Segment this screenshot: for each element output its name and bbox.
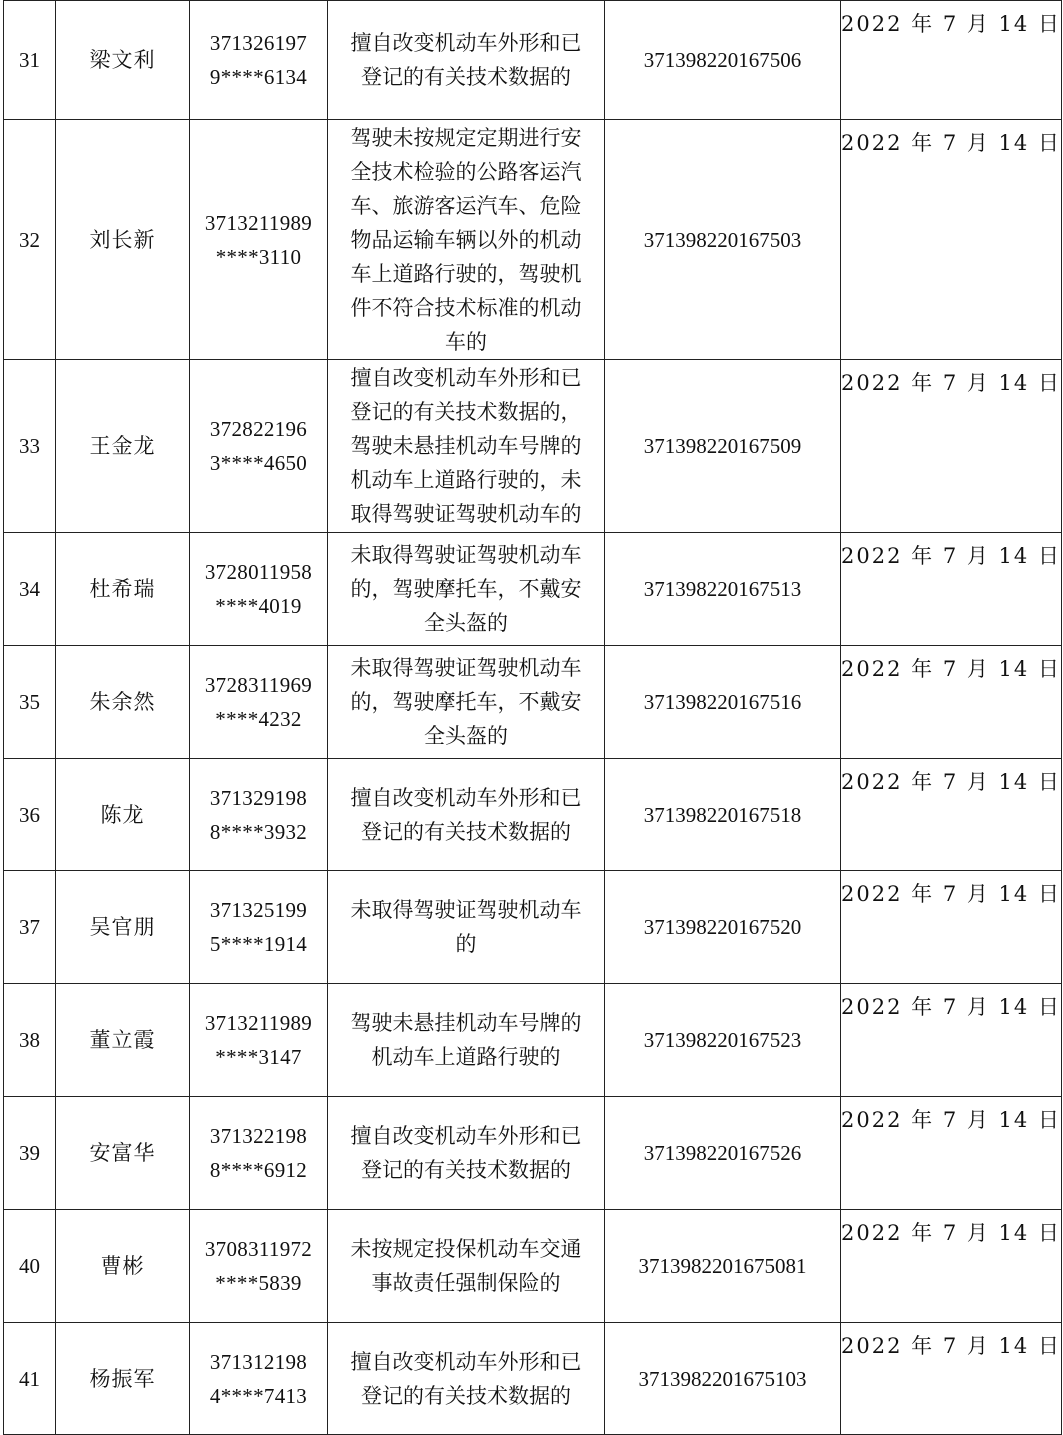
date-cell: 2022 年 7 月 14 日 [841, 120, 1062, 360]
date-cell: 2022 年 7 月 14 日 [841, 1097, 1062, 1210]
decision-number-cell: 371398220167523 [605, 984, 841, 1097]
id-number-line: 371326197 [209, 31, 308, 55]
violation-reason-cell [328, 1, 605, 120]
violation-reason-line: 登记的有关技术数据的， [350, 400, 582, 424]
id-number-line: ****4232 [215, 707, 302, 731]
id-number-line: ****3110 [215, 244, 302, 269]
decision-number-cell: 371398220167526 [605, 1097, 841, 1210]
violation-reason-line: 机动车上道路行驶的，未 [350, 468, 582, 492]
violation-reason-cell [328, 1323, 605, 1435]
person-name-cell: 杨振军 [56, 1323, 190, 1435]
decision-number-cell: 371398220167509 [605, 360, 841, 533]
decision-number-cell: 3713982201675103 [605, 1323, 841, 1435]
person-name-cell: 曹彬 [56, 1210, 190, 1323]
violation-reason-line: 登记的有关技术数据的 [361, 1158, 571, 1182]
penalty-records-table [3, 0, 1062, 1435]
person-name-cell: 吴官朋 [56, 871, 190, 984]
id-number-line: 3713211989 [204, 1011, 313, 1035]
id-number-line: 3728311969 [204, 673, 313, 697]
table-row [4, 646, 1062, 759]
id-number-cell [190, 360, 328, 533]
violation-reason-line: 未按规定投保机动车交通 [350, 1237, 582, 1261]
row-number-cell: 38 [4, 984, 56, 1097]
table-row [4, 1210, 1062, 1323]
violation-reason-cell [328, 759, 605, 871]
id-number-line: 3728011958 [204, 560, 313, 584]
violation-reason-line: 未取得驾驶证驾驶机动车 [350, 898, 582, 922]
date-cell: 2022 年 7 月 14 日 [841, 1323, 1062, 1435]
violation-reason-line: 擅自改变机动车外形和已 [350, 1124, 582, 1148]
date-cell: 2022 年 7 月 14 日 [841, 759, 1062, 871]
row-number-cell: 37 [4, 871, 56, 984]
violation-reason-line: 擅自改变机动车外形和已 [350, 1349, 582, 1374]
table-row [4, 1, 1062, 120]
violation-reason-line: 驾驶未按规定定期进行安 [350, 125, 582, 150]
id-number-line: 371325199 [209, 898, 308, 922]
date-cell: 2022 年 7 月 14 日 [841, 360, 1062, 533]
id-number-line: 4****7413 [209, 1383, 308, 1408]
violation-reason-cell [328, 1097, 605, 1210]
id-number-cell [190, 1210, 328, 1323]
violation-reason-line: 登记的有关技术数据的 [361, 1383, 571, 1408]
date-cell: 2022 年 7 月 14 日 [841, 646, 1062, 759]
violation-reason-line: 的 [455, 932, 477, 956]
row-number-cell: 39 [4, 1097, 56, 1210]
date-cell: 2022 年 7 月 14 日 [841, 984, 1062, 1097]
id-number-line: 3****4650 [209, 451, 308, 475]
person-name-cell: 刘长新 [56, 120, 190, 360]
decision-number-cell: 371398220167513 [605, 533, 841, 646]
table-row [4, 120, 1062, 360]
violation-reason-line: 登记的有关技术数据的 [361, 819, 571, 844]
table-row [4, 1097, 1062, 1210]
violation-reason-line: 全头盔的 [424, 724, 508, 748]
row-number-cell: 33 [4, 360, 56, 533]
id-number-line: 371312198 [209, 1349, 308, 1374]
person-name-cell: 安富华 [56, 1097, 190, 1210]
violation-reason-line: 全头盔的 [424, 611, 508, 635]
person-name-cell: 陈龙 [56, 759, 190, 871]
person-name-cell: 杜希瑞 [56, 533, 190, 646]
id-number-line: 8****6912 [209, 1158, 308, 1182]
id-number-cell [190, 533, 328, 646]
id-number-line: 371329198 [209, 785, 308, 810]
decision-number-cell: 371398220167518 [605, 759, 841, 871]
violation-reason-line: 的，驾驶摩托车，不戴安 [350, 690, 582, 714]
date-cell: 2022 年 7 月 14 日 [841, 1210, 1062, 1323]
id-number-cell [190, 759, 328, 871]
violation-reason-cell [328, 871, 605, 984]
person-name-cell: 董立霞 [56, 984, 190, 1097]
id-number-cell [190, 871, 328, 984]
row-number-cell: 40 [4, 1210, 56, 1323]
id-number-cell [190, 1097, 328, 1210]
decision-number-cell: 371398220167503 [605, 120, 841, 360]
violation-reason-line: 车、旅游客运汽车、危险 [350, 193, 582, 218]
row-number-cell: 36 [4, 759, 56, 871]
date-cell: 2022 年 7 月 14 日 [841, 1, 1062, 120]
violation-reason-line: 未取得驾驶证驾驶机动车 [350, 656, 582, 680]
table-row [4, 759, 1062, 871]
violation-reason-line: 车的 [445, 329, 487, 354]
id-number-cell [190, 646, 328, 759]
person-name-cell: 梁文利 [56, 1, 190, 120]
row-number-cell: 32 [4, 120, 56, 360]
id-number-cell [190, 120, 328, 360]
decision-number-cell: 371398220167506 [605, 1, 841, 120]
id-number-cell [190, 1, 328, 120]
row-number-cell: 35 [4, 646, 56, 759]
table-row [4, 1323, 1062, 1435]
violation-reason-cell [328, 984, 605, 1097]
id-number-line: 3713211989 [204, 210, 313, 235]
violation-reason-line: 擅自改变机动车外形和已 [350, 785, 582, 810]
violation-reason-cell [328, 1210, 605, 1323]
violation-reason-cell [328, 646, 605, 759]
id-number-line: 371322198 [209, 1124, 308, 1148]
person-name-cell: 朱余然 [56, 646, 190, 759]
violation-reason-line: 事故责任强制保险的 [371, 1271, 561, 1295]
decision-number-cell: 371398220167520 [605, 871, 841, 984]
decision-number-cell: 3713982201675081 [605, 1210, 841, 1323]
person-name-cell: 王金龙 [56, 360, 190, 533]
violation-reason-line: 擅自改变机动车外形和已 [350, 31, 582, 55]
id-number-cell [190, 1323, 328, 1435]
violation-reason-line: 车上道路行驶的，驾驶机 [350, 261, 582, 286]
date-cell: 2022 年 7 月 14 日 [841, 533, 1062, 646]
violation-reason-line: 机动车上道路行驶的 [371, 1045, 561, 1069]
violation-reason-cell [328, 360, 605, 533]
violation-reason-line: 全技术检验的公路客运汽 [350, 159, 582, 184]
id-number-line: 372822196 [209, 417, 308, 441]
violation-reason-line: 件不符合技术标准的机动 [350, 295, 582, 320]
row-number-cell: 41 [4, 1323, 56, 1435]
table-row [4, 871, 1062, 984]
decision-number-cell: 371398220167516 [605, 646, 841, 759]
violation-reason-line: 未取得驾驶证驾驶机动车 [350, 543, 582, 567]
id-number-line: 9****6134 [209, 65, 308, 89]
table-row [4, 984, 1062, 1097]
id-number-line: ****5839 [215, 1271, 302, 1295]
violation-reason-line: 物品运输车辆以外的机动 [350, 227, 582, 252]
date-cell: 2022 年 7 月 14 日 [841, 871, 1062, 984]
violation-reason-line: 擅自改变机动车外形和已 [350, 366, 582, 390]
row-number-cell: 31 [4, 1, 56, 120]
violation-reason-line: 驾驶未悬挂机动车号牌的 [350, 1011, 582, 1035]
violation-reason-cell [328, 120, 605, 360]
violation-reason-cell [328, 533, 605, 646]
violation-reason-line: 取得驾驶证驾驶机动车的 [350, 502, 582, 526]
violation-reason-line: 驾驶未悬挂机动车号牌的 [350, 434, 582, 458]
table-row [4, 533, 1062, 646]
id-number-line: ****3147 [215, 1045, 302, 1069]
id-number-line: 8****3932 [209, 819, 308, 844]
row-number-cell: 34 [4, 533, 56, 646]
table-row [4, 360, 1062, 533]
id-number-line: 5****1914 [209, 932, 308, 956]
id-number-line: 3708311972 [204, 1237, 313, 1261]
violation-reason-line: 的，驾驶摩托车，不戴安 [350, 577, 582, 601]
table-body [4, 1, 1062, 1435]
violation-reason-line: 登记的有关技术数据的 [361, 65, 571, 89]
id-number-line: ****4019 [215, 594, 302, 618]
id-number-cell [190, 984, 328, 1097]
